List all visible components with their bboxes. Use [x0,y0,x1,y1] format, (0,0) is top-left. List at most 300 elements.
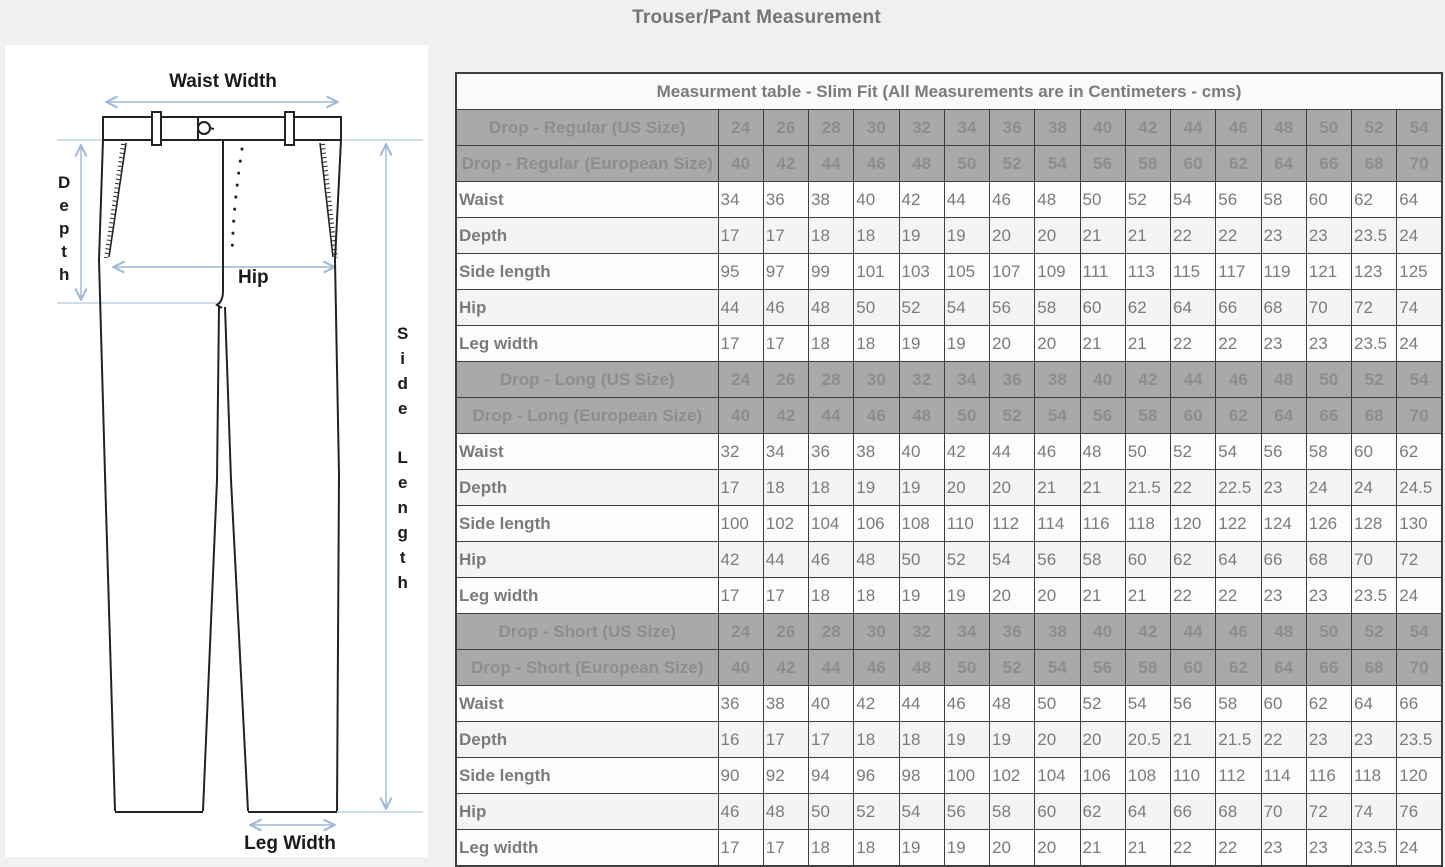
us-size-cell: 26 [763,614,808,650]
measure-cell: 22 [1171,326,1216,362]
measure-cell: 32 [718,434,763,470]
measure-cell: 24 [1397,578,1442,614]
measure-cell: 44 [899,686,944,722]
us-size-cell: 40 [1080,362,1125,398]
measure-cell: 17 [718,578,763,614]
measure-row-label: Depth [456,218,718,254]
measure-row [456,434,1442,470]
measure-cell: 17 [718,830,763,867]
measure-cell: 23 [1352,722,1397,758]
measure-row-label: Waist [456,434,718,470]
measure-cell: 58 [1261,182,1306,218]
eu-size-cell: 50 [944,146,989,182]
measure-cell: 21 [1080,830,1125,867]
measure-cell: 130 [1397,506,1442,542]
measure-cell: 56 [1035,542,1080,578]
measure-cell: 60 [1080,290,1125,326]
eu-size-cell: 46 [854,650,899,686]
eu-size-cell: 42 [763,398,808,434]
eu-size-cell: 40 [718,650,763,686]
measurement-table [455,72,1443,867]
measure-cell: 106 [854,506,899,542]
measure-cell: 21 [1125,326,1170,362]
measure-cell: 68 [1306,542,1351,578]
us-size-cell: 48 [1261,614,1306,650]
measure-cell: 38 [809,182,854,218]
measure-cell: 66 [1397,686,1442,722]
measure-cell: 60 [1352,434,1397,470]
eu-size-cell: 58 [1125,650,1170,686]
eu-size-cell: 44 [809,398,854,434]
measure-cell: 112 [1216,758,1261,794]
measure-cell: 103 [899,254,944,290]
measure-cell: 102 [763,506,808,542]
measure-cell: 21 [1080,218,1125,254]
measure-cell: 113 [1125,254,1170,290]
measure-cell: 60 [1125,542,1170,578]
measure-cell: 17 [809,722,854,758]
waist-width-label: Waist Width [169,71,277,92]
depth-label: D e p t h [58,173,71,284]
measure-row-label: Depth [456,722,718,758]
measure-cell: 24.5 [1397,470,1442,506]
measure-cell: 18 [809,470,854,506]
eu-size-cell: 48 [899,146,944,182]
measure-cell: 56 [1171,686,1216,722]
measure-cell: 120 [1397,758,1442,794]
measure-cell: 70 [1261,794,1306,830]
measure-row-label: Hip [456,542,718,578]
measure-cell: 54 [944,290,989,326]
measure-cell: 23 [1261,830,1306,867]
us-size-cell: 50 [1306,362,1351,398]
hip-label: Hip [238,267,269,288]
eu-size-cell: 54 [1035,146,1080,182]
measure-cell: 104 [1035,758,1080,794]
measure-cell: 64 [1216,542,1261,578]
eu-size-cell: 54 [1035,650,1080,686]
us-size-cell: 36 [990,362,1035,398]
measure-cell: 56 [944,794,989,830]
measure-cell: 50 [854,290,899,326]
eu-size-cell: 56 [1080,650,1125,686]
measure-cell: 22 [1216,218,1261,254]
eu-size-cell: 48 [899,398,944,434]
measure-cell: 44 [763,542,808,578]
measure-cell: 21 [1035,470,1080,506]
measure-row-label: Leg width [456,578,718,614]
measure-cell: 23 [1261,470,1306,506]
measure-cell: 22 [1171,470,1216,506]
page-title: Trouser/Pant Measurement [632,7,881,28]
measure-cell: 22 [1261,722,1306,758]
size-row-us-label: Drop - Short (US Size) [456,614,718,650]
measure-cell: 23.5 [1352,578,1397,614]
measure-cell: 123 [1352,254,1397,290]
measure-cell: 62 [1171,542,1216,578]
us-size-cell: 38 [1035,614,1080,650]
measure-cell: 19 [944,218,989,254]
measure-cell: 20 [990,470,1035,506]
measure-cell: 48 [1080,434,1125,470]
measure-cell: 74 [1352,794,1397,830]
eu-size-cell: 68 [1352,650,1397,686]
measure-cell: 23.5 [1397,722,1442,758]
measure-cell: 102 [990,758,1035,794]
measure-cell: 18 [854,578,899,614]
us-size-cell: 24 [718,614,763,650]
measure-cell: 46 [990,182,1035,218]
us-size-cell: 36 [990,614,1035,650]
measure-cell: 18 [854,722,899,758]
measure-cell: 22 [1171,578,1216,614]
measure-cell: 50 [899,542,944,578]
measure-cell: 34 [763,434,808,470]
measure-cell: 110 [1171,758,1216,794]
size-row-eu [456,398,1442,434]
measure-cell: 42 [854,686,899,722]
size-row-us [456,362,1442,398]
eu-size-cell: 42 [763,146,808,182]
measure-cell: 66 [1216,290,1261,326]
measure-row-label: Waist [456,686,718,722]
us-size-cell: 26 [763,110,808,146]
us-size-cell: 38 [1035,362,1080,398]
us-size-cell: 48 [1261,362,1306,398]
us-size-cell: 46 [1216,614,1261,650]
us-size-cell: 28 [809,614,854,650]
measure-cell: 100 [718,506,763,542]
size-row-eu-label: Drop - Short (European Size) [456,650,718,686]
measure-row [456,758,1442,794]
measure-cell: 18 [854,218,899,254]
measure-cell: 20 [1080,722,1125,758]
measure-cell: 50 [1125,434,1170,470]
eu-size-cell: 56 [1080,398,1125,434]
measure-cell: 23 [1306,578,1351,614]
size-row-us [456,110,1442,146]
eu-size-cell: 64 [1261,146,1306,182]
eu-size-cell: 66 [1306,146,1351,182]
us-size-cell: 32 [899,110,944,146]
measure-cell: 58 [1080,542,1125,578]
us-size-cell: 36 [990,110,1035,146]
measure-cell: 23 [1261,218,1306,254]
measure-cell: 19 [944,722,989,758]
pants-outline [99,112,341,812]
us-size-cell: 44 [1171,614,1216,650]
us-size-cell: 54 [1397,110,1442,146]
measure-cell: 18 [899,722,944,758]
measure-row [456,506,1442,542]
us-size-cell: 42 [1125,614,1170,650]
eu-size-cell: 40 [718,398,763,434]
measure-cell: 64 [1171,290,1216,326]
measure-cell: 125 [1397,254,1442,290]
measure-cell: 52 [1080,686,1125,722]
us-size-cell: 40 [1080,110,1125,146]
measure-row-label: Hip [456,794,718,830]
eu-size-cell: 60 [1171,650,1216,686]
measure-cell: 21 [1125,218,1170,254]
measure-cell: 54 [1125,686,1170,722]
eu-size-cell: 66 [1306,650,1351,686]
measure-cell: 60 [1306,182,1351,218]
us-size-cell: 44 [1171,110,1216,146]
measure-row [456,326,1442,362]
measure-cell: 119 [1261,254,1306,290]
measure-row-label: Depth [456,470,718,506]
measure-row-label: Leg width [456,326,718,362]
measure-cell: 128 [1352,506,1397,542]
measure-cell: 18 [763,470,808,506]
us-size-cell: 24 [718,362,763,398]
measure-cell: 24 [1397,326,1442,362]
measure-cell: 54 [1171,182,1216,218]
measure-cell: 116 [1306,758,1351,794]
button [198,122,210,134]
measure-cell: 19 [944,326,989,362]
measure-cell: 40 [899,434,944,470]
measure-cell: 19 [899,326,944,362]
measure-cell: 56 [1216,182,1261,218]
measure-cell: 46 [809,542,854,578]
leg-width-label: Leg Width [244,833,336,854]
eu-size-cell: 68 [1352,146,1397,182]
measure-cell: 118 [1125,506,1170,542]
measure-cell: 20 [990,578,1035,614]
us-size-cell: 46 [1216,362,1261,398]
measure-cell: 114 [1261,758,1306,794]
size-row-eu-label: Drop - Regular (European Size) [456,146,718,182]
us-size-cell: 44 [1171,362,1216,398]
measure-row [456,542,1442,578]
measure-cell: 48 [1035,182,1080,218]
measure-cell: 74 [1397,290,1442,326]
measure-cell: 122 [1216,506,1261,542]
us-size-cell: 42 [1125,110,1170,146]
eu-size-cell: 62 [1216,650,1261,686]
measure-cell: 50 [809,794,854,830]
us-size-cell: 54 [1397,614,1442,650]
us-size-cell: 46 [1216,110,1261,146]
measure-cell: 68 [1216,794,1261,830]
measure-cell: 46 [944,686,989,722]
measure-cell: 24 [1352,470,1397,506]
measure-cell: 22 [1171,830,1216,867]
measure-cell: 36 [809,434,854,470]
measure-cell: 38 [854,434,899,470]
measure-cell: 54 [899,794,944,830]
eu-size-cell: 70 [1397,398,1442,434]
measure-cell: 112 [990,506,1035,542]
measure-cell: 21.5 [1216,722,1261,758]
stitch-dots [232,149,242,255]
measure-cell: 94 [809,758,854,794]
us-size-cell: 50 [1306,614,1351,650]
us-size-cell: 28 [809,110,854,146]
measure-cell: 109 [1035,254,1080,290]
measure-cell: 92 [763,758,808,794]
us-size-cell: 30 [854,110,899,146]
us-size-cell: 34 [944,614,989,650]
eu-size-cell: 62 [1216,146,1261,182]
measure-cell: 52 [854,794,899,830]
eu-size-cell: 66 [1306,398,1351,434]
pocket-seams [106,143,336,258]
measure-cell: 108 [1125,758,1170,794]
measure-cell: 22 [1216,578,1261,614]
eu-size-cell: 62 [1216,398,1261,434]
measure-cell: 121 [1306,254,1351,290]
eu-size-cell: 64 [1261,650,1306,686]
measure-cell: 60 [1035,794,1080,830]
eu-size-cell: 42 [763,650,808,686]
measure-cell: 36 [718,686,763,722]
measure-cell: 44 [944,182,989,218]
size-row-eu [456,146,1442,182]
measure-cell: 23.5 [1352,830,1397,867]
measure-cell: 99 [809,254,854,290]
measure-cell: 58 [1035,290,1080,326]
belt-loop-left [152,112,161,145]
measure-row [456,290,1442,326]
eu-size-cell: 46 [854,398,899,434]
measure-cell: 58 [990,794,1035,830]
measure-row [456,578,1442,614]
belt-loop-right [285,112,294,145]
measure-cell: 23 [1261,326,1306,362]
measure-cell: 38 [763,686,808,722]
measure-cell: 70 [1306,290,1351,326]
measure-cell: 106 [1080,758,1125,794]
measure-cell: 24 [1397,830,1442,867]
measure-cell: 64 [1352,686,1397,722]
measure-cell: 114 [1035,506,1080,542]
measure-cell: 17 [718,470,763,506]
measure-cell: 21.5 [1125,470,1170,506]
us-size-cell: 34 [944,362,989,398]
measure-cell: 76 [1397,794,1442,830]
measure-cell: 42 [899,182,944,218]
measure-row-label: Side length [456,254,718,290]
measure-cell: 95 [718,254,763,290]
us-size-cell: 54 [1397,362,1442,398]
measure-cell: 64 [1125,794,1170,830]
measure-cell: 19 [899,578,944,614]
measure-cell: 18 [809,218,854,254]
us-size-cell: 30 [854,362,899,398]
measure-cell: 48 [854,542,899,578]
measure-cell: 54 [1216,434,1261,470]
measure-cell: 62 [1125,290,1170,326]
measure-cell: 23 [1306,722,1351,758]
measure-cell: 21 [1080,326,1125,362]
eu-size-cell: 48 [899,650,944,686]
measure-cell: 97 [763,254,808,290]
measure-cell: 19 [854,470,899,506]
measure-cell: 18 [854,830,899,867]
measure-cell: 24 [1397,218,1442,254]
measure-cell: 50 [1035,686,1080,722]
us-size-cell: 24 [718,110,763,146]
measure-cell: 54 [990,542,1035,578]
measure-cell: 72 [1352,290,1397,326]
us-size-cell: 38 [1035,110,1080,146]
measure-cell: 101 [854,254,899,290]
measure-cell: 42 [944,434,989,470]
measure-cell: 18 [809,830,854,867]
measure-cell: 17 [763,722,808,758]
eu-size-cell: 64 [1261,398,1306,434]
eu-size-cell: 44 [809,650,854,686]
measure-cell: 115 [1171,254,1216,290]
measure-row [456,722,1442,758]
table-title: Measurment table - Slim Fit (All Measurements are in Centimeters - cms) [456,73,1442,110]
measure-cell: 52 [899,290,944,326]
measure-cell: 40 [809,686,854,722]
eu-size-cell: 70 [1397,650,1442,686]
measure-cell: 60 [1261,686,1306,722]
measure-cell: 68 [1261,290,1306,326]
measure-cell: 21 [1171,722,1216,758]
measure-cell: 36 [763,182,808,218]
measure-cell: 19 [899,830,944,867]
measure-cell: 21 [1125,830,1170,867]
eu-size-cell: 52 [990,650,1035,686]
eu-size-cell: 58 [1125,398,1170,434]
measure-cell: 90 [718,758,763,794]
measure-cell: 108 [899,506,944,542]
measure-cell: 64 [1397,182,1442,218]
measure-row-label: Waist [456,182,718,218]
measure-cell: 20 [990,326,1035,362]
measure-row [456,686,1442,722]
measure-cell: 120 [1171,506,1216,542]
eu-size-cell: 52 [990,398,1035,434]
measure-cell: 20 [990,218,1035,254]
size-row-us-label: Drop - Long (US Size) [456,362,718,398]
measure-row [456,218,1442,254]
measure-cell: 124 [1261,506,1306,542]
eu-size-cell: 58 [1125,146,1170,182]
measure-cell: 23 [1306,218,1351,254]
measure-cell: 21 [1080,470,1125,506]
measure-cell: 48 [990,686,1035,722]
eu-size-cell: 60 [1171,398,1216,434]
measure-cell: 18 [854,326,899,362]
measure-cell: 98 [899,758,944,794]
measure-cell: 48 [809,290,854,326]
measure-cell: 21 [1125,578,1170,614]
measure-cell: 17 [763,218,808,254]
eu-size-cell: 56 [1080,146,1125,182]
measure-cell: 20 [944,470,989,506]
measure-cell: 23.5 [1352,218,1397,254]
measure-cell: 17 [763,578,808,614]
size-row-us-label: Drop - Regular (US Size) [456,110,718,146]
measure-cell: 116 [1080,506,1125,542]
eu-size-cell: 60 [1171,146,1216,182]
side-length-label: S i d e L e n g t h [397,324,409,592]
measure-cell: 20 [1035,830,1080,867]
us-size-cell: 26 [763,362,808,398]
measure-cell: 42 [718,542,763,578]
measure-cell: 104 [809,506,854,542]
measure-cell: 110 [944,506,989,542]
measure-cell: 105 [944,254,989,290]
us-size-cell: 50 [1306,110,1351,146]
